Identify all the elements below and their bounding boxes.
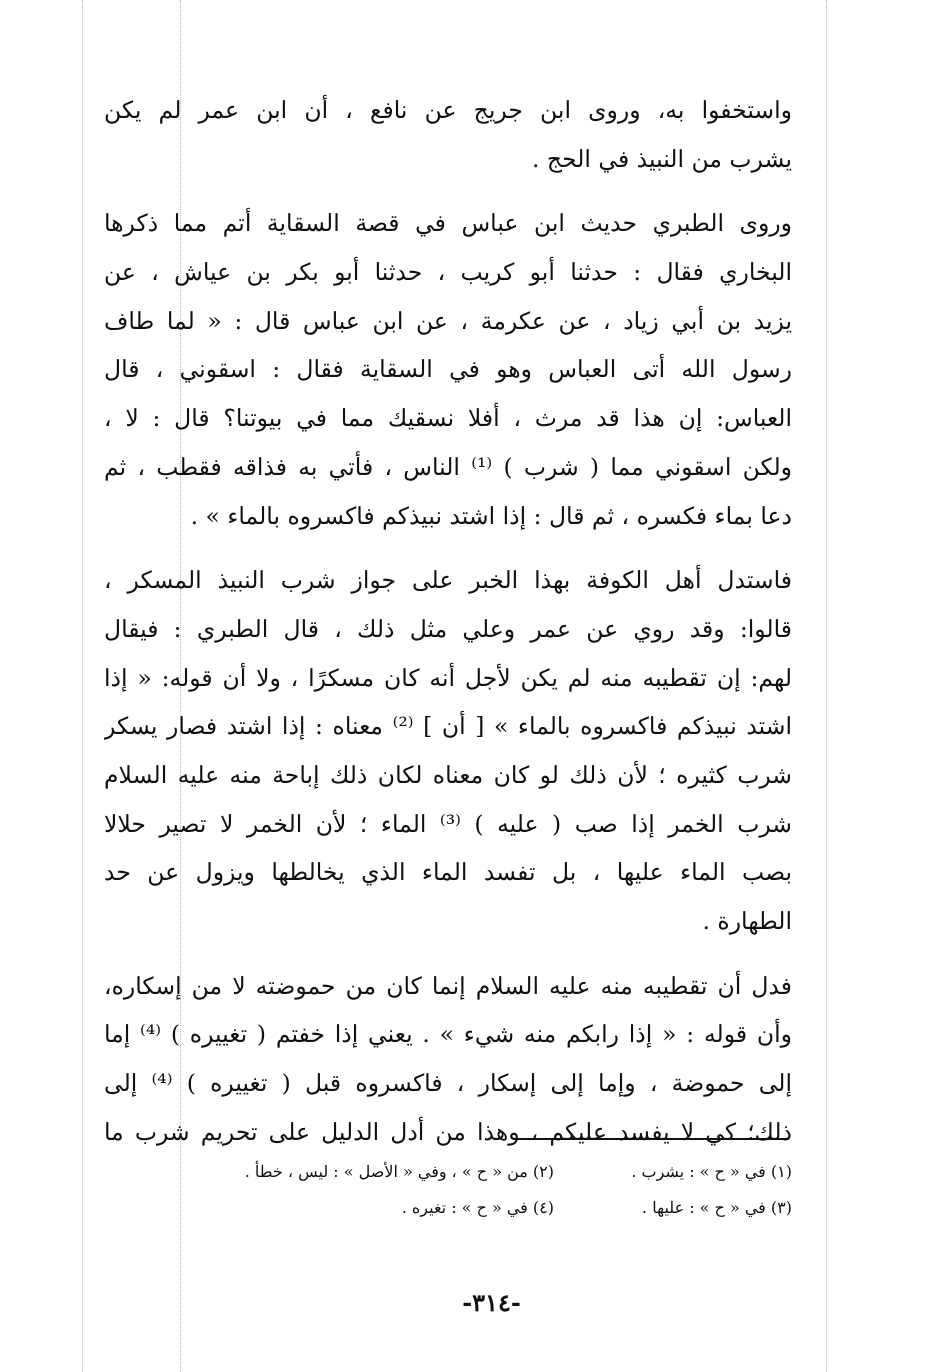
text-line: قالوا: وقد روي عن عمر وعلي مثل ذلك ، قال الطبري : فيقال <box>104 614 792 643</box>
text-line: واستخفوا به، وروى ابن جريج عن نافع ، أن ابن عمر لم يكن <box>104 96 792 124</box>
text-line: يزيد بن أبي زياد ، عن عكرمة ، عن ابن عباس قال : « لما طاف <box>104 306 792 335</box>
text-line: الطهارة . <box>702 907 792 935</box>
text-line: لهم: إن تقطيبه منه لم يكن لأجل أنه كان مسكرًا ، ولا أن قوله: « إذا <box>104 663 792 692</box>
paragraph-4 <box>104 962 792 1157</box>
text-line: دعا بماء فكسره ، ثم قال : إذا اشتد نبيذكم فاكسروه بالماء » . <box>190 501 792 530</box>
text-line: رسول الله أتى العباس وهو في السقاية فقال : اسقوني ، قال <box>104 355 792 384</box>
text-line: إلى حموضة ، وإما إلى إسكار ، فاكسروه قبل ( تغييره ) ⁽⁴⁾ إلى <box>104 1069 792 1098</box>
text-line: يشرب من النبيذ في الحج . <box>531 144 792 173</box>
text-line: وأن قوله : « إذا رابكم منه شيء » . يعني إذا خفتم ( تغييره ) ⁽⁴⁾ إما <box>104 1020 792 1049</box>
footnote-row <box>104 1190 792 1226</box>
scan-artifact-line <box>82 0 83 1372</box>
paragraph-1 <box>104 86 792 183</box>
text-line: ولكن اسقوني مما ( شرب ) ⁽¹⁾ الناس ، فأتي به فذاقه فقطب ، ثم <box>104 452 792 481</box>
scan-artifact-line <box>826 0 827 1372</box>
text-line: البخاري فقال : حدثنا أبو كريب ، حدثنا أبو بكر بن عياش ، عن <box>104 258 792 287</box>
main-text <box>104 86 792 1172</box>
footnote: (٢) من « ح » ، وفي « الأصل » : ليس ، خطأ . <box>244 1162 554 1181</box>
footnote: (٤) في « ح » : تغيره . <box>401 1198 554 1217</box>
footnote: (١) في « ح » : يشرب . <box>631 1162 792 1181</box>
text-line: بصب الماء عليها ، بل تفسد الماء الذي يخالطها ويزول عن حد <box>104 858 792 887</box>
paragraph-3 <box>104 556 792 946</box>
text-line: ذلك؛ كي لا يفسد عليكم ، وهذا من أدل الدليل على تحريم شرب ما <box>104 1117 792 1146</box>
text-line: العباس: إن هذا قد مرث ، أفلا نسقيك مما في بيوتنا؟ قال : لا ، <box>104 404 792 433</box>
paragraph-2 <box>104 199 792 540</box>
text-line: شرب الخمر إذا صب ( عليه ) ⁽³⁾ الماء ؛ لأن الخمر لا تصير حلالا <box>104 809 792 838</box>
footnotes <box>104 1154 792 1226</box>
text-line: اشتد نبيذكم فاكسروه بالماء » [ أن ] ⁽²⁾ معناه : إذا اشتد فصار يسكر <box>104 712 792 741</box>
footnote-row <box>104 1154 792 1190</box>
text-line: فدل أن تقطيبه منه عليه السلام إنما كان من حموضته لا من إسكاره، <box>104 971 792 1000</box>
footnote-divider <box>513 1138 789 1140</box>
text-line: وروى الطبري حديث ابن عباس في قصة السقاية أتم مما ذكرها <box>104 209 792 238</box>
text-line: شرب كثيره ؛ لأن ذلك لو كان معناه لكان ذلك إباحة منه عليه السلام <box>104 760 792 789</box>
footnote: (٣) في « ح » : عليها . <box>642 1198 792 1217</box>
page-number: -٣١٤- <box>462 1288 521 1317</box>
text-line: فاستدل أهل الكوفة بهذا الخبر على جواز شرب النبيذ المسكر ، <box>104 566 792 595</box>
